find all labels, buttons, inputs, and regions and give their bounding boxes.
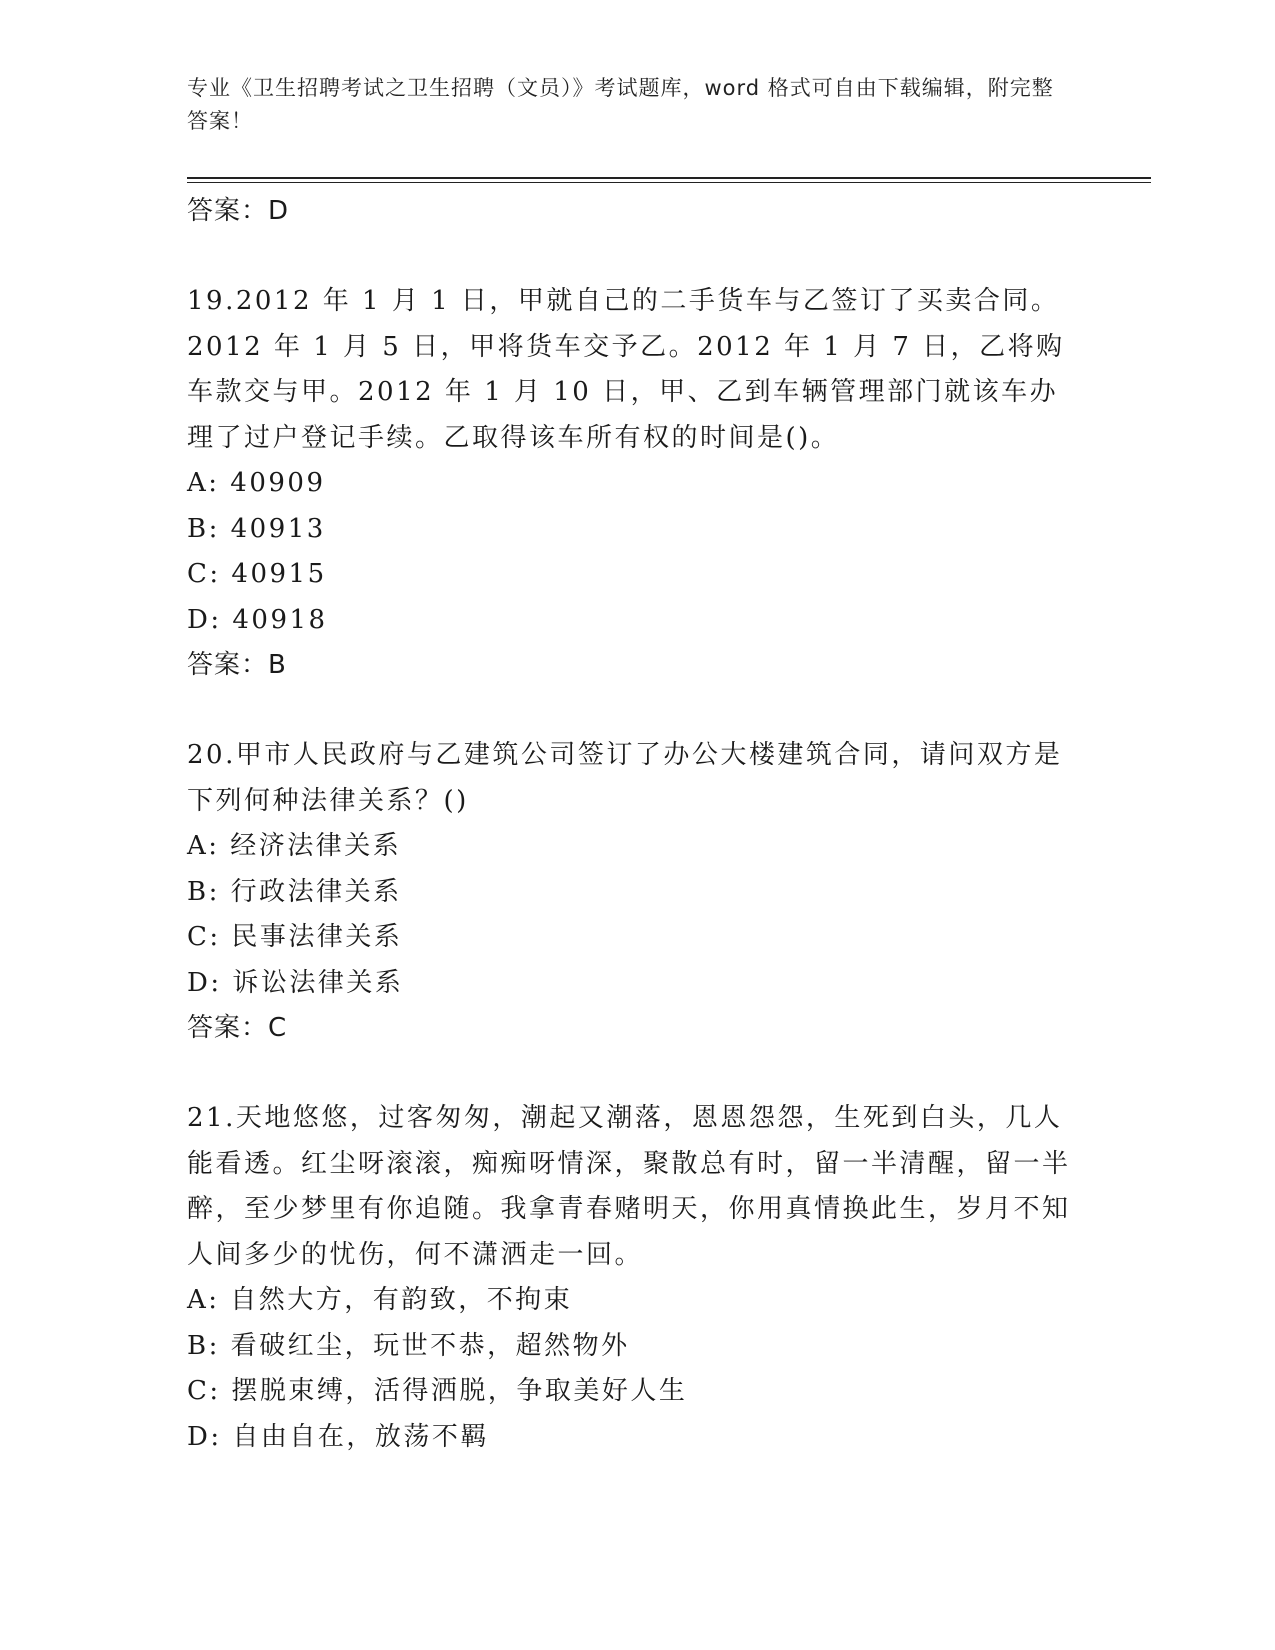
option-c: C: 40915 [187,559,327,589]
header-rule-thick [187,177,1151,179]
option-b: B: 40913 [187,513,326,544]
question-stem: 19.2012 年 1 月 1 日，甲就自己的二手货车与乙签订了买卖合同。2012 年 1 月 5 日，甲将货车交予乙。2012 年 1 月 7 日，乙将购车款交与甲。2012 年 1 月 10 日，甲、乙到车辆管理部门就该车办理了过户登记手续。乙取得该车所有权的时间是()。 [187,286,1065,453]
question-20 [187,733,1087,1051]
header-rule-thin [187,182,1151,183]
option-a: A: 自然大方，有韵致，不拘束 [187,1285,573,1315]
question-answer: 答案：B [187,650,287,680]
option-a: A: 经济法律关系 [187,831,402,861]
question-19 [187,279,1087,688]
option-a: A: 40909 [187,468,326,498]
previous-answer: 答案：D [187,196,290,226]
question-stem: 21.天地悠悠，过客匆匆，潮起又潮落，恩恩怨怨，生死到白头，几人能看透。红尘呀滚滚，痴痴呀情深，聚散总有时，留一半清醒，留一半醉，至少梦里有你追随。我拿青春赌明天，你用真情换此生，岁月不知人间多少的忧伤，何不潇洒走一回。 [187,1103,1071,1270]
option-d: D: 40918 [187,604,328,635]
option-c: C: 摆脱束缚，活得洒脱，争取美好人生 [187,1376,688,1406]
option-b: B: 行政法律关系 [187,876,402,907]
question-stem: 20.甲市人民政府与乙建筑公司签订了办公大楼建筑合同，请问双方是下列何种法律关系？() [187,740,1063,816]
option-d: D: 诉讼法律关系 [187,967,404,998]
document-header: 专业《卫生招聘考试之卫生招聘（文员）》考试题库，word 格式可自由下载编辑，附完整答案！ [187,76,1054,133]
question-list [187,189,1087,1460]
option-c: C: 民事法律关系 [187,922,403,952]
question-21 [187,1096,1087,1460]
option-b: B: 看破红尘，玩世不恭，超然物外 [187,1330,630,1361]
question-answer: 答案：C [187,1013,288,1043]
option-d: D: 自由自在，放荡不羁 [187,1421,489,1452]
